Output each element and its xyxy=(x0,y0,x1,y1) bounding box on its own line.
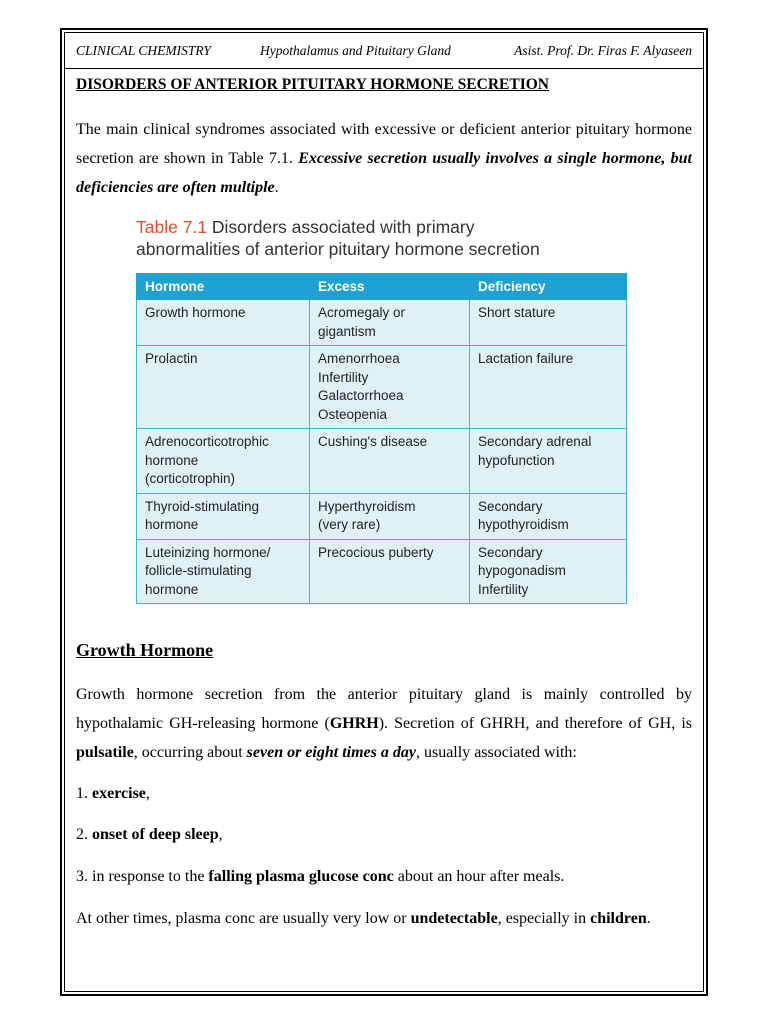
cell-line: Lactation failure xyxy=(478,351,574,366)
last-text-e: . xyxy=(646,910,651,927)
table-cell-excess xyxy=(310,429,470,494)
gh-frequency: seven or eight times a day xyxy=(246,744,416,761)
table-cell-excess xyxy=(310,300,470,346)
cell-line: Cushing's disease xyxy=(318,434,428,449)
table-cell-excess xyxy=(310,493,470,539)
table-cell-hormone xyxy=(137,493,310,539)
page-header xyxy=(76,43,692,61)
item2-bold: onset of deep sleep xyxy=(92,826,219,843)
table-body xyxy=(137,300,627,604)
table-cell-hormone xyxy=(137,429,310,494)
cell-line: hypogonadism xyxy=(478,563,566,578)
cell-line: hormone xyxy=(145,581,199,597)
cell-line: Galactorrhoea xyxy=(318,388,404,403)
table-cell-excess xyxy=(310,539,470,604)
cell-line: hypothyroidism xyxy=(478,517,569,532)
cell-line: (very rare) xyxy=(318,517,381,532)
table-caption xyxy=(136,216,540,260)
cell-line: Osteopenia xyxy=(318,406,388,422)
cell-line: Secondary xyxy=(478,498,543,514)
intro-paragraph xyxy=(76,115,692,202)
cell-line: Prolactin xyxy=(145,351,198,366)
table-row xyxy=(137,539,627,604)
cell-line: Luteinizing hormone/ xyxy=(145,544,271,560)
table-row xyxy=(137,346,627,429)
cell-line: hypofunction xyxy=(478,452,555,468)
cell-line: (corticotrophin) xyxy=(145,471,236,486)
table-cell-hormone xyxy=(137,300,310,346)
table-row xyxy=(137,300,627,346)
item2-end: , xyxy=(218,826,223,843)
cell-line: Infertility xyxy=(478,581,529,597)
cell-line: Hyperthyroidism xyxy=(318,498,416,514)
column-header-deficiency: Deficiency xyxy=(470,274,627,300)
cell-line: Secondary adrenal xyxy=(478,434,592,449)
item2-number: 2. xyxy=(76,826,92,843)
list-item-glucose xyxy=(76,868,564,886)
list-item-exercise xyxy=(76,785,150,803)
section-title: DISORDERS OF ANTERIOR PITUITARY HORMONE SECRETION xyxy=(76,76,549,93)
table-row xyxy=(137,429,627,494)
cell-line: Amenorrhoea xyxy=(318,351,400,366)
item3-text: 3. in response to the xyxy=(76,868,209,885)
item1-end: , xyxy=(145,785,150,802)
table-label: Table 7.1 xyxy=(136,217,208,237)
column-header-hormone: Hormone xyxy=(137,274,310,300)
header-course: CLINICAL CHEMISTRY xyxy=(76,43,211,58)
gh-text-e: , occurring about xyxy=(133,744,247,761)
item3-end: about an hour after meals. xyxy=(393,868,565,885)
table-cell-excess xyxy=(310,346,470,429)
item3-bold: falling plasma glucose conc xyxy=(208,868,394,885)
gh-text-c: ). Secretion of GHRH, and therefore of GH, is xyxy=(378,715,692,732)
cell-line: hormone xyxy=(145,517,199,532)
cell-line: Precocious puberty xyxy=(318,544,434,560)
header-topic: Hypothalamus and Pituitary Gland xyxy=(260,43,451,58)
last-undetectable: undetectable xyxy=(410,910,498,927)
item1-bold: exercise xyxy=(92,785,146,802)
gh-pulsatile: pulsatile xyxy=(76,744,134,761)
gh-text-g: , usually associated with: xyxy=(415,744,577,761)
last-children: children xyxy=(590,910,647,927)
table-cell-deficiency xyxy=(470,539,627,604)
table-row xyxy=(137,493,627,539)
cell-line: Short stature xyxy=(478,305,556,320)
item1-number: 1. xyxy=(76,785,92,802)
column-header-excess: Excess xyxy=(310,274,470,300)
growth-hormone-paragraph xyxy=(76,680,692,767)
hormone-disorders-table xyxy=(136,273,627,604)
table-cell-deficiency xyxy=(470,300,627,346)
cell-line: Secondary xyxy=(478,544,543,560)
table-cell-deficiency xyxy=(470,346,627,429)
cell-line: Growth hormone xyxy=(145,305,246,320)
intro-end: . xyxy=(274,179,279,196)
last-text-a: At other times, plasma conc are usually very low or xyxy=(76,910,411,927)
closing-sentence xyxy=(76,910,651,928)
header-author: Asist. Prof. Dr. Firas F. Alyaseen xyxy=(514,43,692,58)
last-text-c: , especially in xyxy=(497,910,591,927)
table-header-row xyxy=(137,274,627,300)
cell-line: gigantism xyxy=(318,323,376,339)
cell-line: Acromegaly or xyxy=(318,305,406,320)
cell-line: follicle-stimulating xyxy=(145,563,252,578)
growth-hormone-heading: Growth Hormone xyxy=(76,640,214,660)
gh-text-a: Growth hormone secretion from the anterior pituitary gland is mainly controlled by hypothalamic GH-releasing hormone ( xyxy=(76,686,692,732)
table-title-line2: abnormalities of anterior pituitary hormone secretion xyxy=(136,239,540,259)
cell-line: hormone xyxy=(145,452,199,468)
table-cell-hormone xyxy=(137,539,310,604)
header-divider xyxy=(64,68,704,69)
cell-line: Infertility xyxy=(318,369,369,385)
list-item-deep-sleep xyxy=(76,826,223,844)
table-cell-hormone xyxy=(137,346,310,429)
cell-line: Thyroid-stimulating xyxy=(145,498,260,514)
gh-ghrh: GHRH xyxy=(329,715,379,732)
table-cell-deficiency xyxy=(470,429,627,494)
intro-emphasis: Excessive secretion usually involves a single hormone, but deficiencies are often multiple xyxy=(76,150,693,196)
table-cell-deficiency xyxy=(470,493,627,539)
intro-text: The main clinical syndromes associated with excessive or deficient anterior pituitary hormone secretion are shown in Table 7.1. xyxy=(76,121,692,167)
cell-line: Adrenocorticotrophic xyxy=(145,434,269,449)
table-title-line1: Disorders associated with primary xyxy=(207,217,475,237)
